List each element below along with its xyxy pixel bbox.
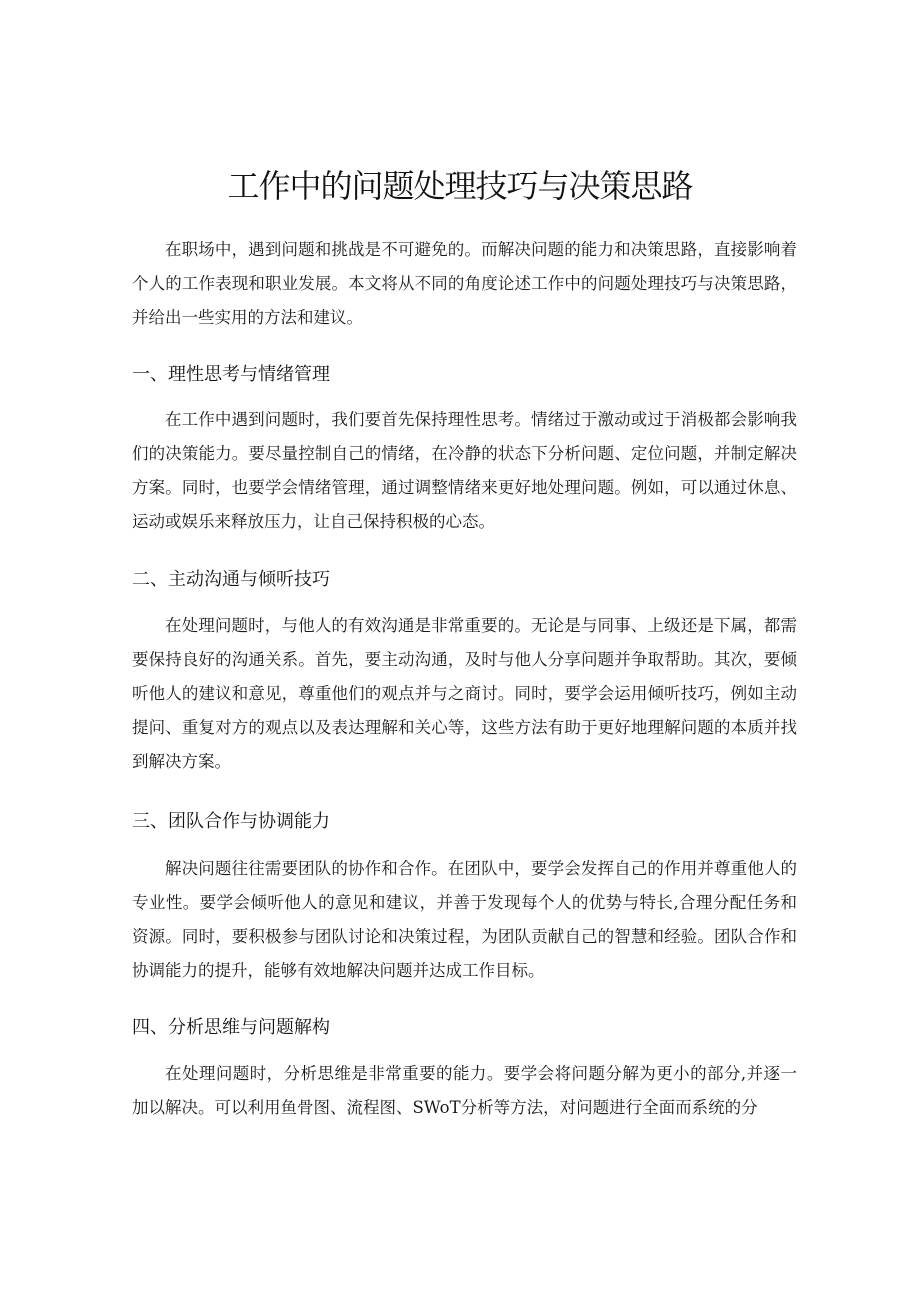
section-heading-3: 三、团队合作与协调能力 [132,811,330,832]
section-body-3: 解决问题往往需要团队的协作和合作。在团队中，要学会发挥自己的作用并尊重他人的专业性。要学会倾听他人的意见和建议，并善于发现每个人的优势与特长,合理分配任务和资源。同时，要积极参与团队讨论和决策过程，为团队贡献自己的智慧和经验。团队合作和协调能力的提升，能够有效地解决问题并达成工作目标。 [132,859,797,980]
section-heading-1: 一、理性思考与情绪管理 [132,364,330,385]
section-body-4: 在处理问题时，分析思维是非常重要的能力。要学会将问题分解为更小的部分,并逐一加以解决。可以利用鱼骨图、流程图、SWoT分析等方法，对问题进行全面而系统的分 [132,1064,797,1117]
section-body-1: 在工作中遇到问题时，我们要首先保持理性思考。情绪过于激动或过于消极都会影响我们的决策能力。要尽量控制自己的情绪，在冷静的状态下分析问题、定位问题，并制定解决方案。同时，也要学会情绪管理，通过调整情绪来更好地处理问题。例如，可以通过休息、运动或娱乐来释放压力，让自己保持积极的心态。 [132,410,797,531]
intro-paragraph: 在职场中，遇到问题和挑战是不可避免的。而解决问题的能力和决策思路，直接影响着个人的工作表现和职业发展。本文将从不同的角度论述工作中的问题处理技巧与决策思路，并给出一些实用的方法和建议。 [132,240,797,327]
section-heading-2: 二、主动沟通与倾听技巧 [132,569,330,590]
section-body-2: 在处理问题时，与他人的有效沟通是非常重要的。无论是与同事、上级还是下属，都需要保持良好的沟通关系。首先，要主动沟通，及时与他人分享问题并争取帮助。其次，要倾听他人的建议和意见，尊重他们的观点并与之商讨。同时，要学会运用倾听技巧，例如主动提问、重复对方的观点以及表达理解和关心等，这些方法有助于更好地理解问题的本质并找到解决方案。 [132,616,797,771]
document-title: 工作中的问题处理技巧与决策思路 [227,167,693,205]
section-heading-4: 四、分析思维与问题解构 [132,1017,330,1038]
